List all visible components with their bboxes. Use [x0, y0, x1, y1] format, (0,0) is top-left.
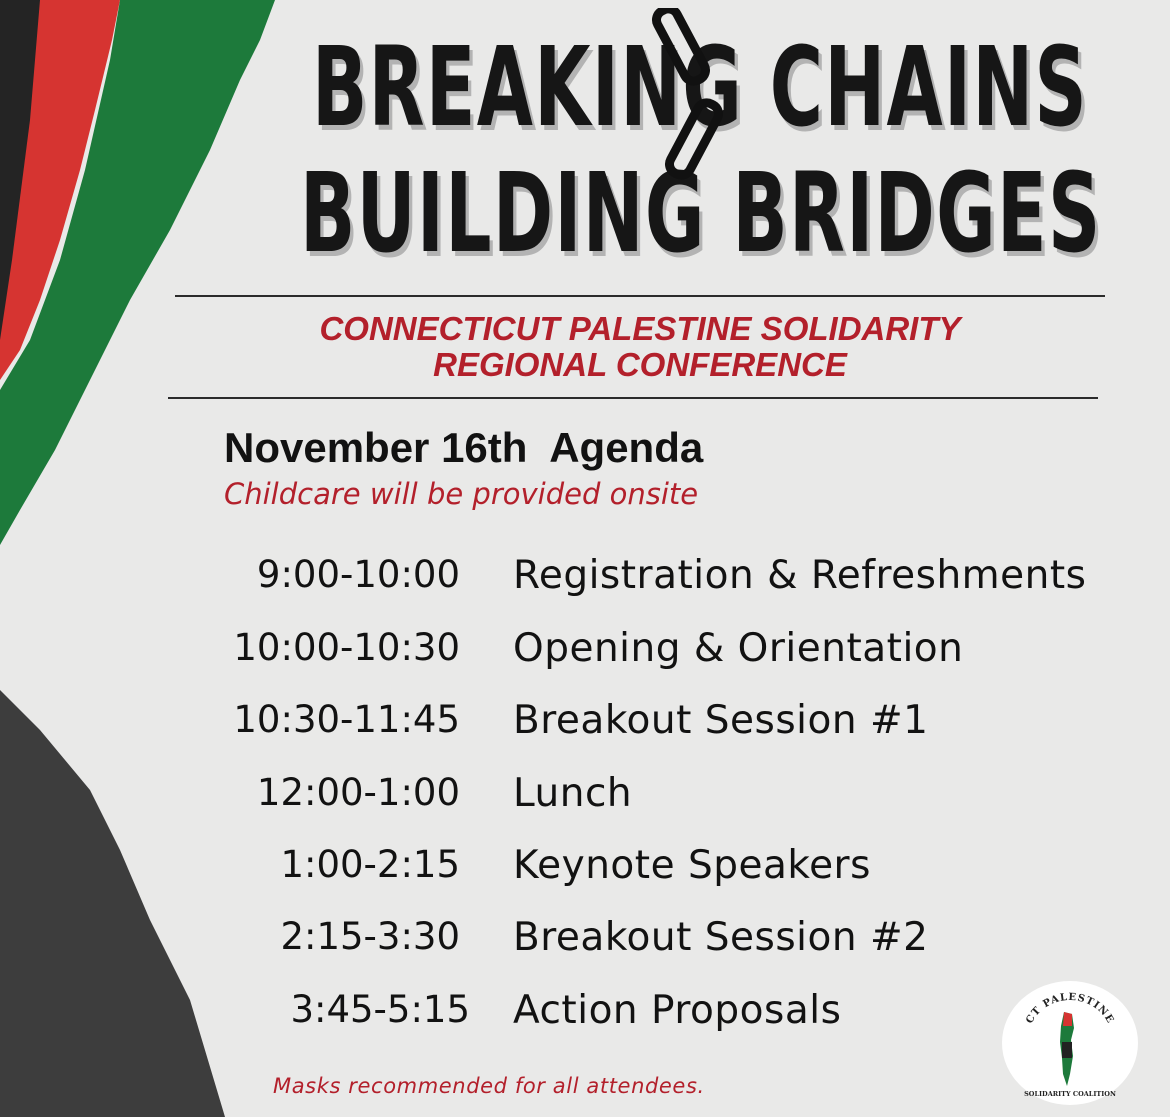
subtitle-line-1: CONNECTICUT PALESTINE SOLIDARITY	[319, 310, 961, 347]
childcare-note: Childcare will be provided onsite	[224, 477, 699, 511]
broken-chain-icon	[650, 8, 730, 183]
schedule-event: Lunch	[513, 771, 633, 816]
schedule-row	[0, 626, 1170, 686]
schedule-event: Breakout Session #1	[513, 698, 929, 743]
ct-palestine-logo	[1000, 978, 1140, 1108]
schedule-time: 1:00-2:15	[280, 843, 460, 886]
schedule-event: Keynote Speakers	[513, 843, 871, 888]
masks-note: Masks recommended for all attendees.	[273, 1074, 705, 1098]
title-line-1: BREAKING CHAINS	[312, 23, 1089, 151]
schedule-event: Opening & Orientation	[513, 626, 964, 671]
logo-top-text: CT PALESTINE	[1024, 991, 1116, 1026]
title-line-2: BUILDING BRIDGES	[300, 149, 1102, 277]
logo-bottom-text: SOLIDARITY COALITION	[1024, 1090, 1116, 1098]
divider-top	[175, 295, 1105, 297]
schedule-row	[0, 553, 1170, 613]
schedule-time: 2:15-3:30	[280, 915, 460, 958]
schedule-row	[0, 915, 1170, 975]
schedule-time: 10:00-10:30	[233, 626, 460, 669]
subtitle-line-2: REGIONAL CONFERENCE	[433, 346, 847, 383]
schedule-time: 12:00-1:00	[256, 771, 460, 814]
schedule-time: 10:30-11:45	[233, 698, 460, 741]
schedule-row	[0, 988, 1170, 1048]
schedule-time: 9:00-10:00	[256, 553, 460, 596]
schedule-row	[0, 771, 1170, 831]
schedule-row	[0, 698, 1170, 758]
schedule-event: Action Proposals	[513, 988, 842, 1033]
agenda-heading: November 16th Agenda	[224, 424, 704, 471]
schedule-time: 3:45-5:15	[290, 988, 470, 1031]
schedule-event: Breakout Session #2	[513, 915, 929, 960]
schedule-row	[0, 843, 1170, 903]
divider-bottom	[168, 397, 1098, 399]
schedule-event: Registration & Refreshments	[513, 553, 1087, 598]
